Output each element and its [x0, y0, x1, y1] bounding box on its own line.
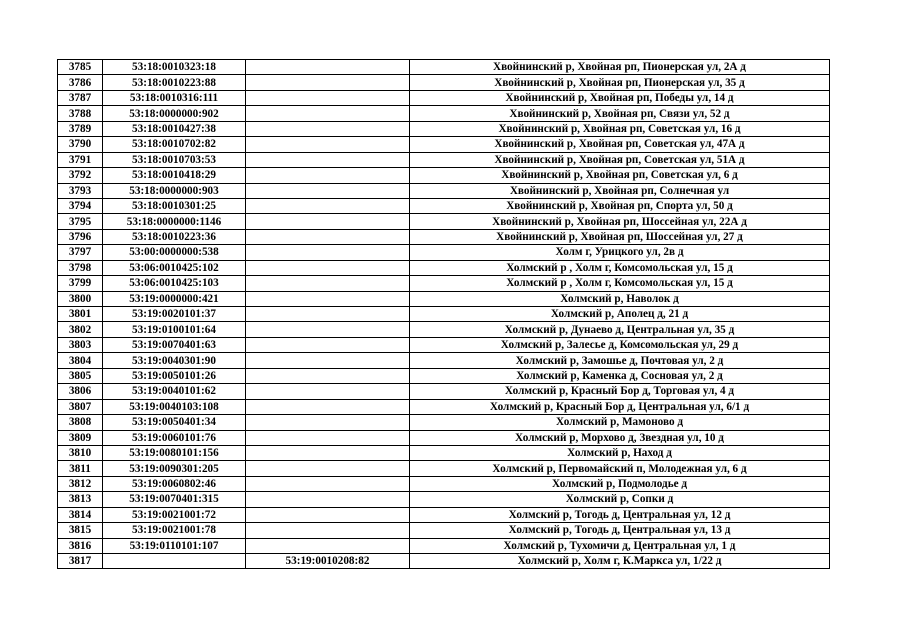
- alt-cadastral-number-cell: [246, 507, 410, 522]
- alt-cadastral-number-cell: [246, 538, 410, 553]
- address-cell: Хвойнинский р, Хвойная рп, Победы ул, 14 д: [410, 90, 830, 105]
- address-cell: Холмский р, Аполец д, 21 д: [410, 307, 830, 322]
- address-cell: Холмский р, Сопки д: [410, 492, 830, 507]
- alt-cadastral-number-cell: [246, 214, 410, 229]
- alt-cadastral-number-cell: [246, 260, 410, 275]
- cadastral-number-cell: 53:18:0010223:36: [103, 229, 246, 244]
- row-number-cell: 3798: [58, 260, 103, 275]
- table-row: [58, 229, 830, 244]
- address-cell: Хвойнинский р, Хвойная рп, Советская ул, 6 д: [410, 168, 830, 183]
- address-cell: Холмский р, Наход д: [410, 445, 830, 460]
- cadastral-number-cell: 53:18:0000000:903: [103, 183, 246, 198]
- alt-cadastral-number-cell: [246, 430, 410, 445]
- row-number-cell: 3789: [58, 121, 103, 136]
- alt-cadastral-number-cell: [246, 523, 410, 538]
- alt-cadastral-number-cell: [246, 368, 410, 383]
- table-row: [58, 384, 830, 399]
- row-number-cell: 3793: [58, 183, 103, 198]
- address-cell: Холм г, Урицкого ул, 2в д: [410, 245, 830, 260]
- cadastral-number-cell: 53:19:0090301:205: [103, 461, 246, 476]
- cadastral-number-cell: 53:19:0021001:78: [103, 523, 246, 538]
- cadastral-number-cell: 53:19:0070401:63: [103, 337, 246, 352]
- row-number-cell: 3805: [58, 368, 103, 383]
- address-cell: Холмский р, Красный Бор д, Торговая ул, 4 д: [410, 384, 830, 399]
- address-cell: Холмский р, Замошье д, Почтовая ул, 2 д: [410, 353, 830, 368]
- alt-cadastral-number-cell: [246, 60, 410, 75]
- row-number-cell: 3790: [58, 137, 103, 152]
- address-cell: Холмский р, Мамоново д: [410, 415, 830, 430]
- alt-cadastral-number-cell: [246, 476, 410, 491]
- alt-cadastral-number-cell: [246, 445, 410, 460]
- table-row: [58, 245, 830, 260]
- cadastral-number-cell: [103, 554, 246, 569]
- cadastral-number-cell: 53:18:0010703:53: [103, 152, 246, 167]
- alt-cadastral-number-cell: [246, 415, 410, 430]
- table-row: [58, 276, 830, 291]
- cadastral-number-cell: 53:06:0010425:102: [103, 260, 246, 275]
- row-number-cell: 3788: [58, 106, 103, 121]
- table-row: [58, 538, 830, 553]
- row-number-cell: 3804: [58, 353, 103, 368]
- row-number-cell: 3816: [58, 538, 103, 553]
- row-number-cell: 3786: [58, 75, 103, 90]
- row-number-cell: 3803: [58, 337, 103, 352]
- cadastral-number-cell: 53:19:0060101:76: [103, 430, 246, 445]
- cadastral-number-cell: 53:19:0021001:72: [103, 507, 246, 522]
- address-cell: Хвойнинский р, Хвойная рп, Пионерская ул, 35 д: [410, 75, 830, 90]
- table-row: [58, 492, 830, 507]
- table-row: [58, 75, 830, 90]
- table-row: [58, 322, 830, 337]
- address-cell: Холмский р , Холм г, Комсомольская ул, 15 д: [410, 260, 830, 275]
- alt-cadastral-number-cell: [246, 322, 410, 337]
- alt-cadastral-number-cell: [246, 337, 410, 352]
- address-cell: Хвойнинский р, Хвойная рп, Спорта ул, 50 д: [410, 198, 830, 213]
- table-body: [58, 60, 830, 569]
- cadastral-number-cell: 53:18:0000000:902: [103, 106, 246, 121]
- alt-cadastral-number-cell: [246, 384, 410, 399]
- alt-cadastral-number-cell: [246, 353, 410, 368]
- row-number-cell: 3791: [58, 152, 103, 167]
- address-cell: Холмский р, Тухомичи д, Центральная ул, 1 д: [410, 538, 830, 553]
- alt-cadastral-number-cell: [246, 75, 410, 90]
- address-cell: Холмский р, Дунаево д, Центральная ул, 35 д: [410, 322, 830, 337]
- address-cell: Холмский р, Тогодь д, Центральная ул, 12 д: [410, 507, 830, 522]
- address-cell: Холмский р, Холм г, К.Маркса ул, 1/22 д: [410, 554, 830, 569]
- cadastral-number-cell: 53:18:0000000:1146: [103, 214, 246, 229]
- row-number-cell: 3808: [58, 415, 103, 430]
- row-number-cell: 3799: [58, 276, 103, 291]
- address-cell: Холмский р, Красный Бор д, Центральная ул, 6/1 д: [410, 399, 830, 414]
- address-cell: Хвойнинский р, Хвойная рп, Пионерская ул, 2А д: [410, 60, 830, 75]
- alt-cadastral-number-cell: [246, 229, 410, 244]
- row-number-cell: 3785: [58, 60, 103, 75]
- row-number-cell: 3817: [58, 554, 103, 569]
- table-row: [58, 152, 830, 167]
- table-row: [58, 90, 830, 105]
- table-row: [58, 461, 830, 476]
- table-row: [58, 415, 830, 430]
- address-cell: Холмский р , Холм г, Комсомольская ул, 15 д: [410, 276, 830, 291]
- cadastral-number-cell: 53:19:0060802:46: [103, 476, 246, 491]
- alt-cadastral-number-cell: [246, 137, 410, 152]
- table-row: [58, 121, 830, 136]
- table-row: [58, 307, 830, 322]
- alt-cadastral-number-cell: [246, 152, 410, 167]
- alt-cadastral-number-cell: 53:19:0010208:82: [246, 554, 410, 569]
- cadastral-number-cell: 53:19:0040301:90: [103, 353, 246, 368]
- row-number-cell: 3811: [58, 461, 103, 476]
- alt-cadastral-number-cell: [246, 106, 410, 121]
- table-row: [58, 183, 830, 198]
- row-number-cell: 3807: [58, 399, 103, 414]
- alt-cadastral-number-cell: [246, 121, 410, 136]
- table-row: [58, 368, 830, 383]
- alt-cadastral-number-cell: [246, 307, 410, 322]
- table-row: [58, 507, 830, 522]
- table-row: [58, 260, 830, 275]
- property-registry-table: [57, 59, 830, 569]
- address-cell: Хвойнинский р, Хвойная рп, Шоссейная ул, 27 д: [410, 229, 830, 244]
- address-cell: Холмский р, Залесье д, Комсомольская ул, 29 д: [410, 337, 830, 352]
- table-row: [58, 291, 830, 306]
- address-cell: Хвойнинский р, Хвойная рп, Советская ул, 47А д: [410, 137, 830, 152]
- row-number-cell: 3797: [58, 245, 103, 260]
- table-row: [58, 353, 830, 368]
- cadastral-number-cell: 53:19:0110101:107: [103, 538, 246, 553]
- address-cell: Хвойнинский р, Хвойная рп, Советская ул, 51А д: [410, 152, 830, 167]
- cadastral-number-cell: 53:18:0010418:29: [103, 168, 246, 183]
- table-row: [58, 445, 830, 460]
- cadastral-number-cell: 53:19:0040103:108: [103, 399, 246, 414]
- table-row: [58, 60, 830, 75]
- alt-cadastral-number-cell: [246, 492, 410, 507]
- alt-cadastral-number-cell: [246, 90, 410, 105]
- address-cell: Хвойнинский р, Хвойная рп, Связи ул, 52 д: [410, 106, 830, 121]
- table-row: [58, 554, 830, 569]
- row-number-cell: 3815: [58, 523, 103, 538]
- row-number-cell: 3809: [58, 430, 103, 445]
- cadastral-number-cell: 53:19:0000000:421: [103, 291, 246, 306]
- cadastral-number-cell: 53:19:0020101:37: [103, 307, 246, 322]
- alt-cadastral-number-cell: [246, 168, 410, 183]
- address-cell: Холмский р, Наволок д: [410, 291, 830, 306]
- address-cell: Хвойнинский р, Хвойная рп, Шоссейная ул, 22А д: [410, 214, 830, 229]
- table-row: [58, 198, 830, 213]
- alt-cadastral-number-cell: [246, 461, 410, 476]
- cadastral-number-cell: 53:19:0050101:26: [103, 368, 246, 383]
- cadastral-number-cell: 53:19:0070401:315: [103, 492, 246, 507]
- row-number-cell: 3796: [58, 229, 103, 244]
- row-number-cell: 3806: [58, 384, 103, 399]
- address-cell: Холмский р, Каменка д, Сосновая ул, 2 д: [410, 368, 830, 383]
- table-row: [58, 214, 830, 229]
- cadastral-number-cell: 53:19:0080101:156: [103, 445, 246, 460]
- cadastral-number-cell: 53:06:0010425:103: [103, 276, 246, 291]
- row-number-cell: 3792: [58, 168, 103, 183]
- table-row: [58, 137, 830, 152]
- cadastral-number-cell: 53:18:0010323:18: [103, 60, 246, 75]
- table-row: [58, 430, 830, 445]
- row-number-cell: 3801: [58, 307, 103, 322]
- row-number-cell: 3800: [58, 291, 103, 306]
- row-number-cell: 3795: [58, 214, 103, 229]
- table-row: [58, 337, 830, 352]
- address-cell: Холмский р, Морхово д, Звездная ул, 10 д: [410, 430, 830, 445]
- alt-cadastral-number-cell: [246, 399, 410, 414]
- alt-cadastral-number-cell: [246, 183, 410, 198]
- cadastral-number-cell: 53:18:0010702:82: [103, 137, 246, 152]
- alt-cadastral-number-cell: [246, 291, 410, 306]
- cadastral-number-cell: 53:00:0000000:538: [103, 245, 246, 260]
- cadastral-number-cell: 53:19:0100101:64: [103, 322, 246, 337]
- row-number-cell: 3814: [58, 507, 103, 522]
- row-number-cell: 3802: [58, 322, 103, 337]
- alt-cadastral-number-cell: [246, 245, 410, 260]
- cadastral-number-cell: 53:18:0010301:25: [103, 198, 246, 213]
- document-page: [57, 59, 830, 569]
- address-cell: Хвойнинский р, Хвойная рп, Солнечная ул: [410, 183, 830, 198]
- address-cell: Холмский р, Подмолодье д: [410, 476, 830, 491]
- table-row: [58, 106, 830, 121]
- cadastral-number-cell: 53:18:0010223:88: [103, 75, 246, 90]
- table-row: [58, 399, 830, 414]
- address-cell: Хвойнинский р, Хвойная рп, Советская ул, 16 д: [410, 121, 830, 136]
- alt-cadastral-number-cell: [246, 198, 410, 213]
- row-number-cell: 3810: [58, 445, 103, 460]
- row-number-cell: 3812: [58, 476, 103, 491]
- row-number-cell: 3813: [58, 492, 103, 507]
- alt-cadastral-number-cell: [246, 276, 410, 291]
- cadastral-number-cell: 53:19:0040101:62: [103, 384, 246, 399]
- cadastral-number-cell: 53:18:0010427:38: [103, 121, 246, 136]
- cadastral-number-cell: 53:18:0010316:111: [103, 90, 246, 105]
- table-row: [58, 168, 830, 183]
- table-row: [58, 523, 830, 538]
- row-number-cell: 3794: [58, 198, 103, 213]
- address-cell: Холмский р, Первомайский п, Молодежная ул, 6 д: [410, 461, 830, 476]
- cadastral-number-cell: 53:19:0050401:34: [103, 415, 246, 430]
- table-row: [58, 476, 830, 491]
- address-cell: Холмский р, Тогодь д, Центральная ул, 13 д: [410, 523, 830, 538]
- row-number-cell: 3787: [58, 90, 103, 105]
